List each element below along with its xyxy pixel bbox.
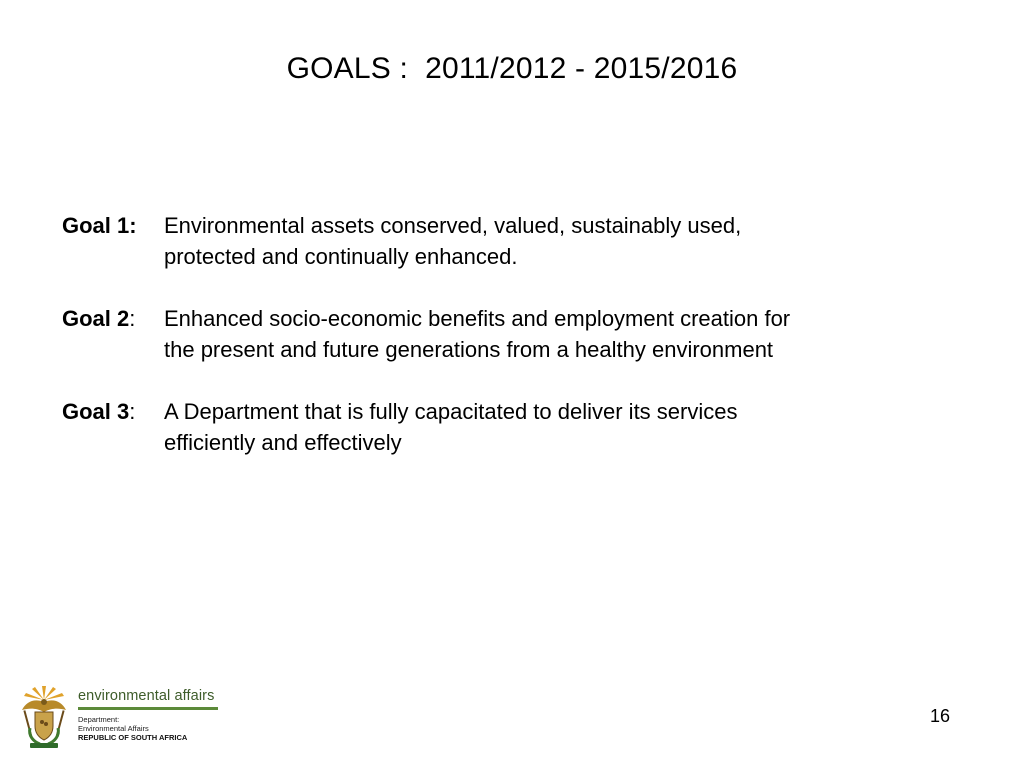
goal-text [164, 396, 942, 458]
goals-list [62, 210, 942, 489]
brand-name: environmental affairs [78, 688, 215, 704]
goal-item-3 [62, 396, 942, 458]
goal-text-line: Enhanced socio-economic benefits and employment creation for [164, 306, 791, 331]
department-name: Environmental Affairs [78, 724, 149, 733]
goal-label: Goal 2: [62, 306, 136, 331]
goal-text [164, 210, 942, 272]
slide-title [0, 52, 1024, 86]
page-number: 16 [930, 706, 951, 726]
goal-item-1 [62, 210, 942, 272]
goal-text-line: the present and future generations from a healthy environment [164, 337, 774, 362]
goal-item-2 [62, 303, 942, 365]
department-label: Department: [78, 715, 120, 724]
title-period: 2011/2012 - 2015/2016 [425, 52, 738, 85]
department-logo [14, 682, 224, 752]
goal-text-line: A Department that is fully capacitated to deliver its services [164, 399, 738, 424]
coat-of-arms-icon [18, 684, 70, 750]
goal-label: Goal 1: [62, 213, 137, 238]
goal-text [164, 303, 942, 365]
goal-text-line: protected and continually enhanced. [164, 244, 518, 269]
title-label: GOALS : [286, 52, 426, 85]
goal-text-line: efficiently and effectively [164, 430, 402, 455]
brand-divider [78, 707, 218, 710]
goal-label: Goal 3: [62, 399, 136, 424]
country-name: REPUBLIC OF SOUTH AFRICA [78, 733, 188, 742]
goal-text-line: Environmental assets conserved, valued, sustainably used, [164, 213, 742, 238]
